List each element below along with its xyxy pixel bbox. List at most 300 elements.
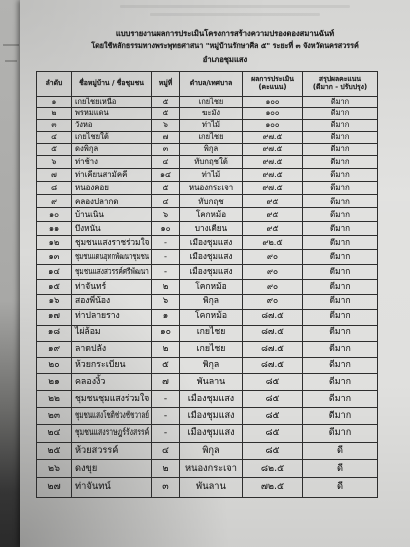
result-rating — [303, 295, 377, 309]
score-value-text: ๙๐ — [266, 296, 279, 307]
moo-number — [152, 443, 180, 460]
result-rating — [303, 236, 377, 249]
village-name-text: ท่าช้าง — [75, 156, 98, 166]
result-rating — [303, 342, 377, 357]
row-order — [37, 443, 72, 460]
tambon-name-text: เกยไชย — [198, 97, 224, 106]
row-order-text: ๕ — [51, 144, 57, 154]
result-rating-text: ดีมาก — [329, 222, 351, 233]
score-value — [243, 265, 303, 279]
moo-number-text: ๗ — [162, 376, 169, 387]
row-order-text: ๑๒ — [48, 236, 60, 247]
moo-number-text: ๔ — [162, 156, 169, 166]
header-village — [72, 72, 152, 96]
moo-number-text: - — [163, 265, 168, 276]
moo-number — [152, 391, 180, 407]
table-body — [37, 97, 377, 497]
village-name-text: ท่าปลายราง — [75, 311, 120, 322]
moo-number — [152, 342, 180, 357]
tambon-name-text: เกยไชย — [198, 131, 224, 141]
score-value — [243, 425, 303, 442]
moo-number-text: ๗ — [162, 131, 169, 141]
row-order-text: ๒๕ — [47, 444, 61, 456]
village-name — [72, 208, 152, 221]
village-name-text: วังหอ — [75, 119, 93, 129]
result-rating-text: ดีมาก — [330, 156, 350, 166]
village-name-text: ท่าจันทน์ — [75, 481, 111, 493]
row-order-text: ๖ — [51, 156, 57, 166]
moo-number-text: ๑ — [162, 311, 169, 322]
result-rating-text: ดีมาก — [330, 170, 350, 180]
village-name — [72, 425, 152, 442]
moo-number — [152, 120, 180, 131]
result-rating-text: ดีมาก — [329, 251, 351, 262]
row-order — [37, 182, 72, 194]
row-order — [37, 478, 72, 496]
tambon-name-text: เมืองชุมแสง — [187, 410, 235, 421]
score-value — [243, 374, 303, 390]
village-name — [72, 132, 152, 143]
moo-number-text: ๒ — [162, 462, 169, 474]
row-order-text: ๒๗ — [47, 481, 61, 493]
village-name-text: ไผ่ล้อม — [75, 327, 101, 338]
village-name — [72, 342, 152, 357]
result-rating-text: ดีมาก — [330, 196, 350, 206]
moo-number-text: - — [164, 236, 167, 247]
row-order — [37, 342, 72, 357]
row-order-text: ๗ — [51, 170, 57, 180]
result-rating-text: ดีมาก — [330, 144, 350, 154]
village-name — [72, 250, 152, 264]
result-rating-text: ดีมาก — [330, 131, 350, 141]
score-value — [243, 236, 303, 249]
score-value-text: ๘๗.๕ — [261, 360, 284, 371]
score-value-text: ๘๗.๕ — [261, 344, 284, 355]
row-order-text: ๒๖ — [48, 462, 60, 474]
tambon-name — [180, 425, 243, 442]
result-rating — [303, 156, 377, 168]
moo-number — [152, 195, 180, 207]
score-value — [243, 156, 303, 168]
moo-number-text: ๕ — [162, 183, 169, 193]
row-order-text: ๑๑ — [48, 222, 60, 233]
tambon-name — [180, 236, 243, 249]
score-value — [243, 144, 303, 155]
village-name — [72, 295, 152, 309]
tambon-name — [180, 460, 243, 477]
result-rating — [303, 132, 377, 143]
report-subtitle-text: โดยใช้หลักธรรมทางพระพุทธศาสนา "หมู่บ้านรักษาศีล ๕" ระยะที่ ๓ จังหวัดนครสวรรค์ — [91, 40, 359, 50]
tambon-name-text: ท่าไม้ — [202, 119, 220, 129]
result-rating-text: ดีมาก — [328, 410, 352, 421]
moo-number-text: - — [163, 393, 168, 404]
moo-number-text: ๒ — [162, 344, 169, 355]
table-row — [37, 310, 377, 326]
moo-number — [152, 182, 180, 194]
tambon-name-text: พิกุล — [203, 144, 219, 154]
row-order-text: ๘ — [50, 183, 58, 193]
table-row — [37, 280, 377, 295]
score-value-text: ๘๗.๕ — [261, 311, 284, 322]
moo-number-text: ๕ — [162, 108, 169, 118]
village-name-text: เกยไชยใต้ — [75, 131, 109, 141]
table-row — [37, 342, 377, 358]
tambon-name — [180, 182, 243, 194]
row-order — [37, 374, 72, 390]
row-order-text: ๓ — [51, 119, 57, 129]
row-order-text: ๑๐ — [48, 210, 60, 220]
village-name — [72, 358, 152, 373]
score-value — [243, 408, 303, 424]
result-rating — [303, 208, 377, 221]
moo-number-text: - — [164, 251, 167, 262]
score-value — [243, 478, 303, 496]
village-name-text: ชุมชนแสงราชร่วมใจ — [75, 236, 150, 247]
score-value-text: ๑๐๐ — [265, 97, 280, 106]
village-name — [72, 156, 152, 168]
row-order-text: ๑๕ — [48, 280, 60, 291]
score-value — [243, 295, 303, 309]
row-order-text: ๒๒ — [48, 393, 60, 404]
moo-number — [152, 280, 180, 294]
table-row — [37, 195, 377, 208]
result-rating — [303, 144, 377, 155]
result-rating-text: ดีมาก — [329, 265, 351, 276]
report-heading — [50, 28, 400, 66]
row-order — [37, 425, 72, 442]
tambon-name — [180, 374, 243, 390]
table-row — [37, 222, 377, 236]
score-value — [243, 443, 303, 460]
village-name-text: ดงขุย — [75, 462, 98, 474]
moo-number — [152, 132, 180, 143]
table-row — [37, 208, 377, 222]
result-rating-text: ดีมาก — [329, 376, 351, 387]
tambon-name-text: หนองกระเจา — [188, 183, 234, 193]
row-order — [37, 250, 72, 264]
table-row — [37, 250, 377, 265]
moo-number — [152, 358, 180, 373]
tambon-name-text: พิกุล — [203, 296, 219, 307]
table-row — [37, 443, 377, 461]
score-value — [243, 358, 303, 373]
row-order-text: ๒๔ — [47, 428, 61, 439]
village-name-text: ชุมชนแสงโชติช่วงชัชวาลย์ — [75, 410, 149, 421]
moo-number-text: ๖ — [162, 296, 169, 307]
result-rating — [303, 182, 377, 194]
score-value — [243, 342, 303, 357]
score-value — [243, 310, 303, 325]
score-value-text: ๙๗.๕ — [262, 131, 283, 141]
result-rating-text: ดีมาก — [329, 311, 351, 322]
table-row — [37, 391, 377, 408]
village-name-text: ท่าจันทร์ — [75, 280, 107, 291]
moo-number — [152, 169, 180, 181]
tambon-name — [180, 280, 243, 294]
row-order-text: ๒๓ — [47, 410, 61, 421]
result-rating-text: ดีมาก — [329, 327, 351, 338]
result-rating — [303, 222, 377, 235]
tambon-name-text: เมืองชุมแสง — [189, 265, 233, 276]
result-rating-text: ดีมาก — [330, 210, 350, 220]
result-rating-text: ดีมาก — [329, 236, 351, 247]
score-value — [243, 250, 303, 264]
tambon-name-text: ท่าไม้ — [201, 170, 221, 180]
moo-number — [152, 236, 180, 249]
moo-number — [152, 222, 180, 235]
tambon-name — [180, 342, 243, 357]
table-row — [37, 144, 377, 156]
tambon-name-text: เมืองชุมแสง — [189, 251, 233, 262]
tambon-name — [180, 222, 243, 235]
village-name-text: หนองคอย — [75, 183, 109, 193]
row-order-text: ๑๔ — [48, 265, 60, 276]
moo-number — [152, 460, 180, 477]
result-rating-text: ดีมาก — [328, 393, 352, 404]
moo-number-text: ๕ — [162, 97, 169, 106]
row-order-text: ๔ — [51, 131, 57, 141]
row-order-text: ๑๖ — [48, 296, 60, 307]
score-value-text: ๘๕ — [265, 410, 280, 421]
moo-number-text: - — [163, 428, 168, 439]
result-rating — [303, 265, 377, 279]
result-rating — [303, 408, 377, 424]
moo-number-text: ๑๔ — [160, 170, 171, 180]
report-title-text: แบบรายงานผลการประเมินโครงการสร้างความปรองดองสมานฉันท์ — [115, 28, 335, 38]
village-name — [72, 443, 152, 460]
village-name-text: คลองงิ้ว — [75, 376, 106, 387]
row-order-text: ๑๙ — [48, 344, 60, 355]
row-order-text: ๑๓ — [48, 251, 60, 262]
village-name-text: ชุมชนชุมแสงร่วมใจ — [75, 393, 150, 404]
village-name — [72, 326, 152, 341]
moo-number — [152, 408, 180, 424]
village-name-text: ชุมชนแสงสวรรค์ศรีพัฒนา — [75, 265, 149, 276]
village-name-text: เกยไชยเหนือ — [75, 97, 117, 106]
tambon-name — [180, 408, 243, 424]
moo-number-text: ๔ — [162, 196, 169, 206]
tambon-name-text: ทับกฤชใต้ — [194, 156, 228, 166]
tambon-name — [180, 120, 243, 131]
tambon-name — [180, 195, 243, 207]
village-name-text: ท่าเคียนสามัคคี — [75, 170, 128, 180]
score-value-text: ๙๕ — [266, 196, 279, 206]
result-rating — [303, 374, 377, 390]
evaluation-table — [36, 71, 378, 498]
moo-number-text: ๓ — [162, 481, 169, 493]
result-rating-text: ดี — [337, 444, 343, 456]
tambon-name-text: เมืองชุมแสง — [187, 393, 235, 404]
score-value — [243, 460, 303, 477]
table-row — [37, 358, 377, 374]
result-rating-text: ดีมาก — [329, 360, 351, 371]
village-name — [72, 97, 152, 107]
row-order — [37, 97, 72, 107]
row-order — [37, 358, 72, 373]
header-order-text: ลำดับ — [45, 79, 63, 88]
village-name-text: พรหมแดน — [75, 108, 109, 118]
tambon-name — [180, 391, 243, 407]
table-row — [37, 374, 377, 391]
row-order-text: ๑๗ — [48, 311, 60, 322]
row-order — [37, 326, 72, 341]
row-order — [37, 169, 72, 181]
header-score-unit: (คะแนน) — [258, 83, 287, 91]
tambon-name — [180, 250, 243, 264]
result-rating-text: ดี — [336, 481, 344, 493]
table-row — [37, 460, 377, 478]
header-tambon — [180, 72, 243, 96]
row-order-text: ๙ — [51, 196, 57, 206]
result-rating — [303, 460, 377, 477]
row-order — [37, 120, 72, 131]
score-value — [243, 326, 303, 341]
score-value-text: ๘๕ — [265, 393, 280, 404]
tambon-name-text: บางเคียน — [194, 222, 228, 233]
tambon-name — [180, 108, 243, 119]
village-name — [72, 265, 152, 279]
result-rating — [303, 250, 377, 264]
table-row — [37, 97, 377, 108]
score-value — [243, 280, 303, 294]
tambon-name — [180, 310, 243, 325]
score-value — [243, 391, 303, 407]
row-order — [37, 208, 72, 221]
village-name — [72, 108, 152, 119]
header-result — [303, 72, 377, 96]
result-rating — [303, 108, 377, 119]
header-order — [37, 72, 72, 96]
result-rating-text: ดีมาก — [330, 97, 350, 106]
village-name-text: สองพี่น้อง — [75, 296, 111, 307]
result-rating — [303, 97, 377, 107]
tambon-name-text: โคกหม้อ — [195, 280, 227, 291]
bleed-through-mark — [150, 13, 320, 16]
underlying-print-mark — [5, 60, 17, 62]
score-value-text: ๙๗.๕ — [262, 170, 283, 180]
table-row — [37, 236, 377, 250]
row-order — [37, 132, 72, 143]
tambon-name-text: เกยไชย — [196, 344, 226, 355]
village-name — [72, 478, 152, 496]
result-rating — [303, 358, 377, 373]
village-name-text: ห้วยกระเบียน — [75, 360, 126, 371]
village-name-text: คลองปลากด — [75, 196, 119, 206]
score-value — [243, 208, 303, 221]
result-rating — [303, 443, 377, 460]
table-row — [37, 108, 377, 120]
tambon-name — [180, 478, 243, 496]
result-rating-text: ดีมาก — [329, 344, 351, 355]
tambon-name — [180, 358, 243, 373]
moo-number — [152, 265, 180, 279]
score-value-text: ๙๗.๕ — [262, 183, 283, 193]
report-title — [50, 28, 400, 40]
table-row — [37, 156, 377, 169]
district-label-text: อำเภอชุมแสง — [202, 54, 248, 64]
score-value-text: ๙๒.๕ — [262, 236, 283, 247]
moo-number — [152, 374, 180, 390]
tambon-name-text: ฆะมัง — [201, 108, 221, 118]
table-row — [37, 120, 377, 132]
row-order — [37, 460, 72, 477]
score-value — [243, 195, 303, 207]
score-value-text: ๘๕ — [265, 376, 280, 387]
moo-number — [152, 250, 180, 264]
score-value — [243, 97, 303, 107]
result-rating-text: ดีมาก — [329, 296, 351, 307]
report-subtitle — [50, 40, 400, 52]
moo-number — [152, 425, 180, 442]
village-name-text: ดงพิกุล — [75, 144, 99, 154]
row-order — [37, 156, 72, 168]
score-value-text: ๑๐๐ — [265, 119, 280, 129]
underlying-print-mark — [3, 44, 19, 46]
village-name — [72, 195, 152, 207]
score-value-text: ๙๐ — [266, 280, 279, 291]
result-rating-text: ดี — [336, 462, 344, 474]
score-value — [243, 222, 303, 235]
score-value — [243, 120, 303, 131]
village-name — [72, 408, 152, 424]
village-name — [72, 374, 152, 390]
tambon-name-text: พิกุล — [202, 360, 220, 371]
tambon-name — [180, 97, 243, 107]
result-rating-text: ดีมาก — [330, 183, 350, 193]
tambon-name — [180, 443, 243, 460]
village-name-text: ห้วยสวรรค์ — [75, 444, 119, 456]
tambon-name-text: โคกหม้อ — [194, 311, 228, 322]
row-order-text: ๒๐ — [48, 360, 60, 371]
moo-number — [152, 108, 180, 119]
table-row — [37, 408, 377, 425]
village-name-text: ชุมชนแดนอุทกพัฒนาชุมชน — [75, 251, 149, 262]
result-rating — [303, 169, 377, 181]
tambon-name-text: พิกุล — [202, 444, 220, 456]
row-order — [37, 408, 72, 424]
village-name — [72, 280, 152, 294]
tambon-name — [180, 265, 243, 279]
row-order — [37, 144, 72, 155]
table-row — [37, 169, 377, 182]
moo-number — [152, 208, 180, 221]
tambon-name — [180, 156, 243, 168]
village-name — [72, 144, 152, 155]
row-order — [37, 295, 72, 309]
village-name — [72, 222, 152, 235]
result-rating — [303, 425, 377, 442]
moo-number — [152, 144, 180, 155]
row-order-text: ๒ — [51, 108, 57, 118]
row-order-text: ๑๘ — [47, 327, 61, 338]
header-score-text: ผลการประเมิน — [251, 75, 294, 84]
result-rating-text: ดีมาก — [328, 428, 352, 439]
header-tambon-text: ตำบล/เทศบาล — [189, 79, 233, 88]
table-row — [37, 478, 377, 496]
row-order — [37, 310, 72, 325]
table-row — [37, 295, 377, 310]
result-rating-text: ดีมาก — [330, 108, 350, 118]
row-order — [37, 195, 72, 207]
moo-number — [152, 97, 180, 107]
score-value-text: ๙๐ — [266, 265, 279, 276]
row-order — [37, 280, 72, 294]
village-name-text: บึงหนัน — [75, 222, 101, 233]
result-rating — [303, 280, 377, 294]
bleed-through-mark — [120, 5, 350, 8]
tambon-name-text: เมืองชุมแสง — [187, 428, 235, 439]
moo-number-text: - — [163, 410, 168, 421]
